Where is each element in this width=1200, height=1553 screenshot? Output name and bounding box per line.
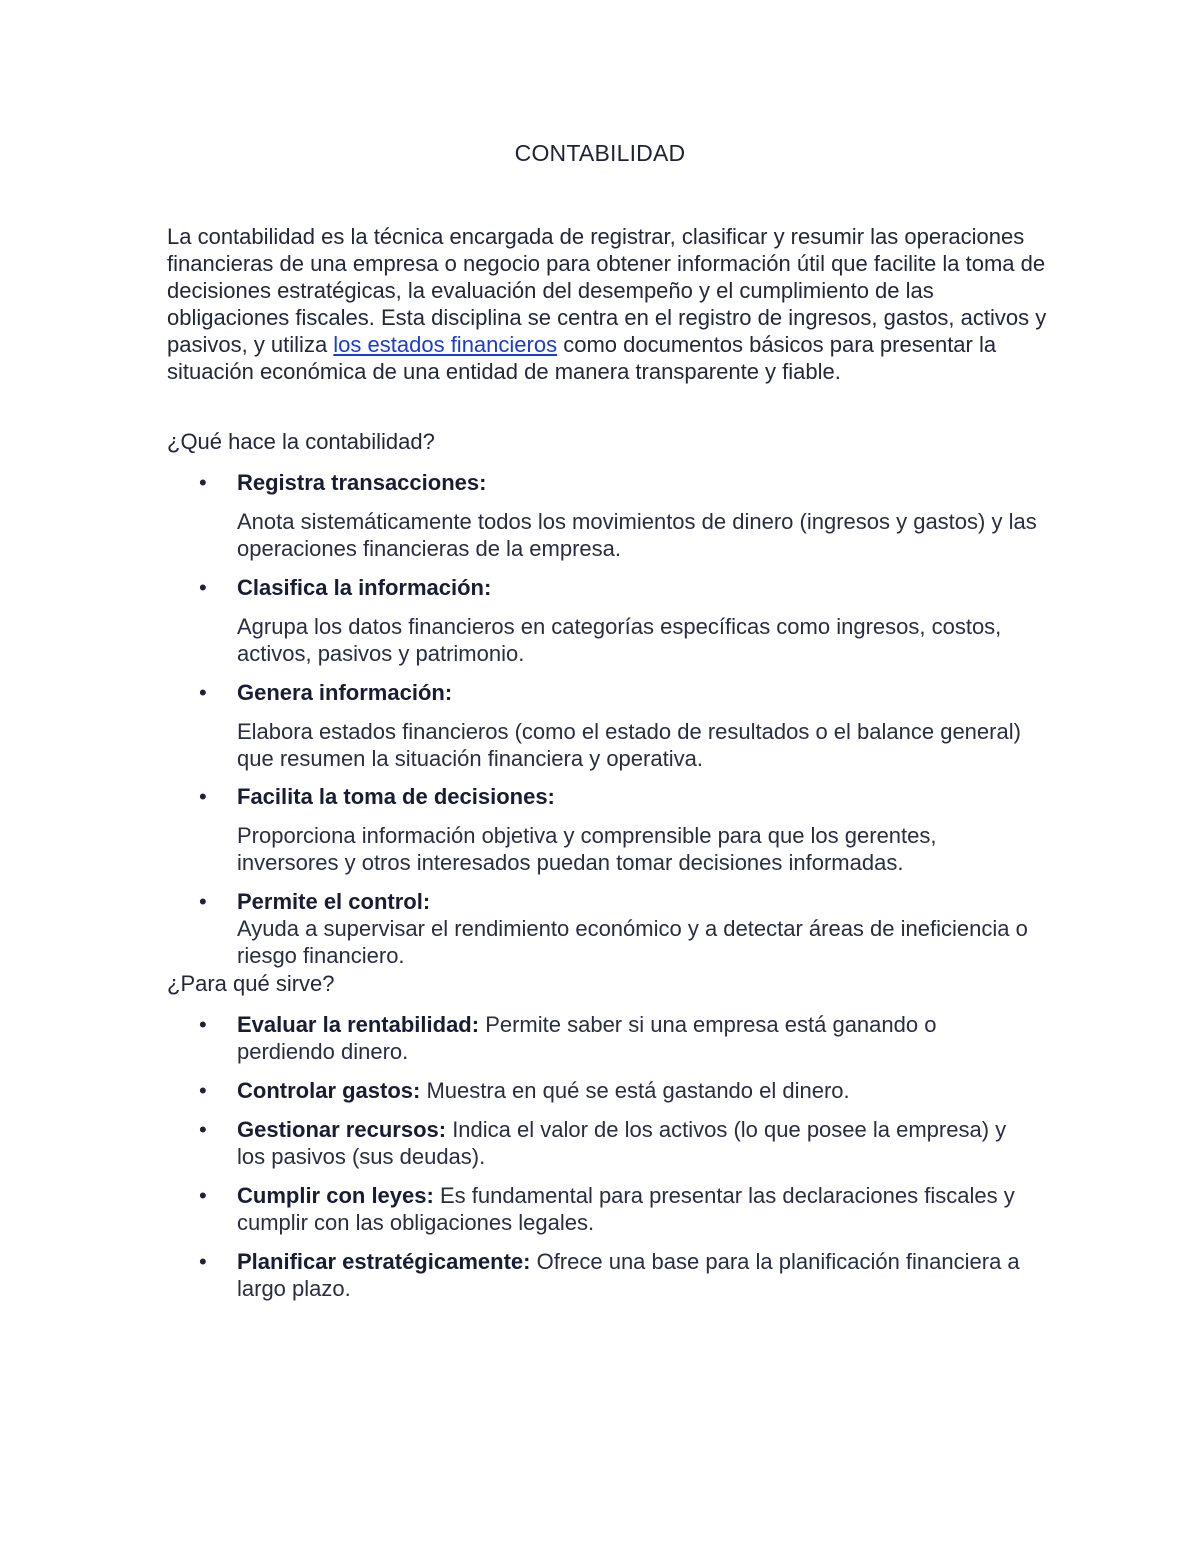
item-heading: Gestionar recursos: <box>237 1117 453 1142</box>
item-heading: Planificar estratégicamente: <box>237 1249 537 1274</box>
bullet-icon: • <box>199 1183 207 1208</box>
bullet-icon: • <box>199 1012 207 1037</box>
item-description: Agrupa los datos financieros en categorías específicas como ingresos, costos, activos, pasivos y patrimonio. <box>237 614 1002 666</box>
section-question-para-que: ¿Para qué sirve? <box>167 971 335 996</box>
item-description: Ayuda a supervisar el rendimiento económico y a detectar áreas de ineficiencia o riesgo financiero. <box>237 916 1028 968</box>
list-item <box>199 574 1037 667</box>
list-item <box>199 679 1037 772</box>
bullet-icon: • <box>199 1249 207 1274</box>
list-item <box>199 1248 1037 1302</box>
item-heading: Controlar gastos: <box>237 1078 427 1103</box>
item-heading: Permite el control: <box>237 889 431 914</box>
list-item <box>199 783 1037 876</box>
item-description: Anota sistemáticamente todos los movimientos de dinero (ingresos y gastos) y las operaciones financieras de la empresa. <box>237 509 1037 561</box>
item-description: Es fundamental para presentar las declaraciones fiscales y cumplir con las obligaciones legales. <box>237 1183 1015 1235</box>
item-heading: Cumplir con leyes: <box>237 1183 440 1208</box>
item-description: Elabora estados financieros (como el estado de resultados o el balance general) que resumen la situación financiera y operativa. <box>237 719 1021 771</box>
bullet-icon: • <box>199 889 207 914</box>
list-item <box>199 469 1037 562</box>
section-question-que-hace: ¿Qué hace la contabilidad? <box>167 429 435 454</box>
list-item <box>199 1182 1037 1236</box>
item-heading: Registra transacciones: <box>237 470 487 495</box>
bullet-icon: • <box>199 1078 207 1103</box>
intro-paragraph <box>167 223 1047 385</box>
item-description: Proporciona información objetiva y comprensible para que los gerentes, inversores y otros interesados puedan tomar decisiones informadas. <box>237 823 937 875</box>
item-heading: Clasifica la información: <box>237 575 492 600</box>
list-item <box>199 888 1037 969</box>
list-item <box>199 1077 1037 1104</box>
item-heading: Facilita la toma de decisiones: <box>237 784 555 809</box>
intro-text-start: La contabilidad es la técnica encargada de registrar, clasificar y resumir las operaciones financieras de una empresa o negocio para obtener información útil que facilite la toma de decisiones estratégicas, la evaluación del desempeño y el cumplimiento de las obligaciones fiscales. Esta disciplina se centra en el registro de ingresos, gastos, activos y pasivos, y utiliza <box>167 224 1047 357</box>
item-description: Ofrece una base para la planificación financiera a largo plazo. <box>237 1249 1020 1301</box>
list-item <box>199 1116 1037 1170</box>
item-heading: Evaluar la rentabilidad: <box>237 1012 486 1037</box>
bullet-icon: • <box>199 575 207 600</box>
item-description: Indica el valor de los activos (lo que posee la empresa) y los pasivos (sus deudas). <box>237 1117 1007 1169</box>
item-description: Muestra en qué se está gastando el dinero. <box>426 1078 850 1103</box>
bullet-icon: • <box>199 1117 207 1142</box>
estados-financieros-link[interactable]: los estados financieros <box>333 332 558 357</box>
bullet-icon: • <box>199 680 207 705</box>
bullet-icon: • <box>199 470 207 495</box>
item-description: Permite saber si una empresa está ganando o perdiendo dinero. <box>237 1012 937 1064</box>
bullet-icon: • <box>199 784 207 809</box>
list-item <box>199 1011 1037 1065</box>
document-title: CONTABILIDAD <box>514 140 686 166</box>
item-heading: Genera información: <box>237 680 453 705</box>
intro-text-end: como documentos básicos para presentar la situación económica de una entidad de manera transparente y fiable. <box>167 332 997 384</box>
